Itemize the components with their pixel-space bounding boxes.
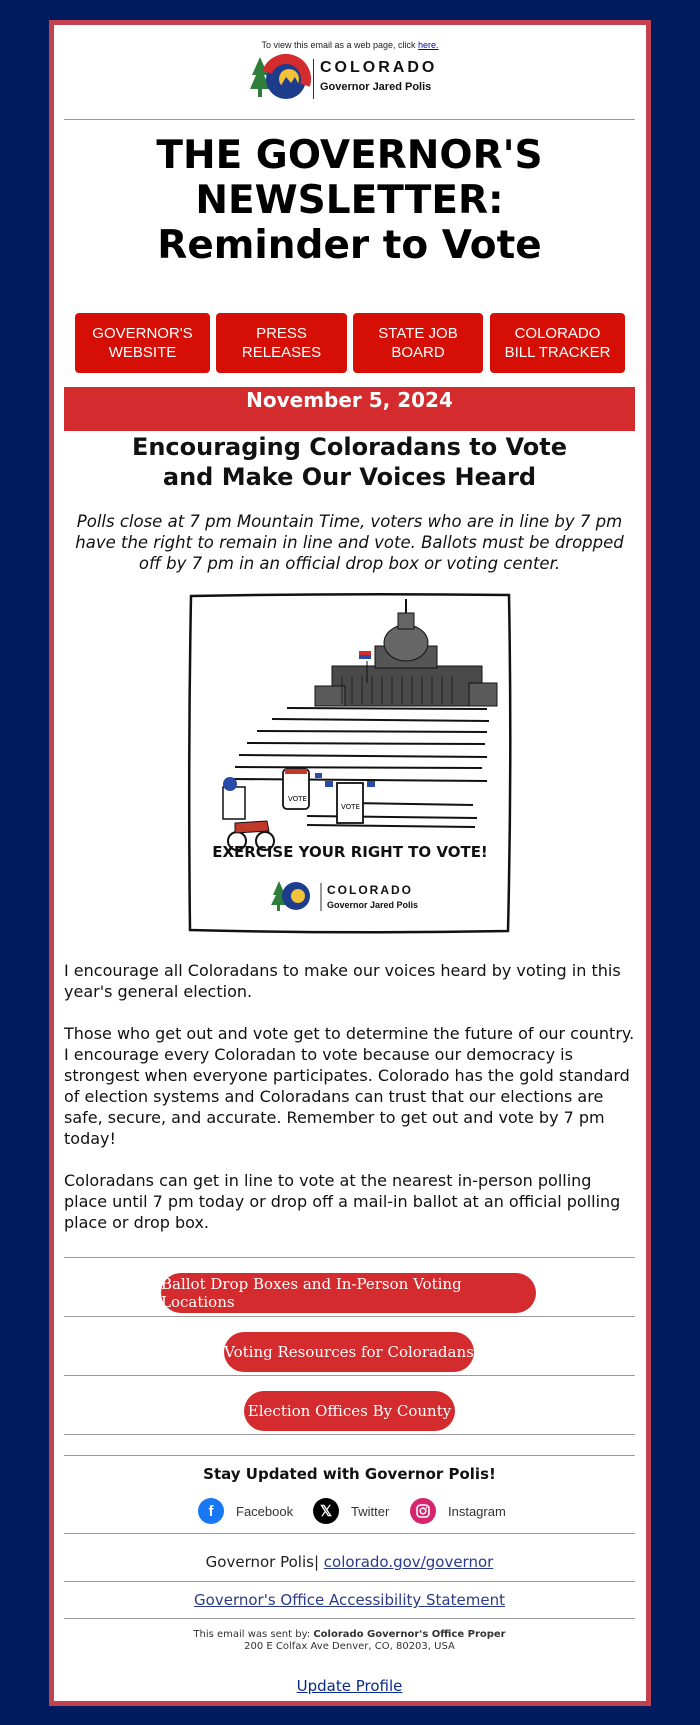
twitter-label: Twitter	[351, 1503, 390, 1519]
sent-by-line	[64, 1629, 635, 1641]
ballot-label-2: VOTE	[341, 803, 360, 811]
facebook-label: Facebook	[236, 1503, 294, 1519]
email-card	[54, 25, 646, 1701]
divider	[64, 1618, 635, 1619]
view-web-text: To view this email as a web page, click	[261, 40, 416, 50]
twitter-link[interactable]	[313, 1497, 389, 1525]
nav-press-releases-button[interactable]	[216, 313, 347, 373]
headline-line-1: Encouraging Coloradans to Vote	[131, 433, 568, 461]
sender-address: 200 E Colfax Ave Denver, CO, 80203, USA	[244, 1641, 455, 1652]
logo-divider	[313, 59, 314, 99]
body-paragraph-1: I encourage all Coloradans to make our voices heard by voting in this year's general election.	[64, 961, 621, 1001]
illustration-logo-subtitle: Governor Jared Polis	[327, 900, 419, 910]
nav-label-line-1: GOVERNOR'S	[92, 325, 193, 342]
title-line-3: Reminder to Vote	[157, 223, 542, 268]
divider	[64, 1581, 635, 1582]
governor-site-link[interactable]: colorado.gov/governor	[323, 1553, 494, 1571]
date-text: November 5, 2024	[246, 388, 453, 412]
date-banner	[64, 387, 635, 431]
ballot-label-1: VOTE	[288, 795, 307, 803]
divider	[64, 1316, 635, 1317]
nav-bill-tracker-button[interactable]	[490, 313, 625, 373]
capitol-voters-illustration	[187, 591, 513, 935]
facebook-icon: f	[198, 1498, 224, 1524]
stay-updated-heading: Stay Updated with Governor Polis!	[203, 1465, 496, 1483]
ballot-drop-boxes-button[interactable]	[161, 1273, 536, 1313]
newsletter-title	[64, 133, 635, 268]
nav-label-line-2: RELEASES	[241, 344, 322, 361]
voting-resources-button[interactable]	[224, 1332, 474, 1372]
body-paragraph-2: Those who get out and vote get to determine the future of our country. I encourage every Coloradan to vote because our democracy is strongest when everyone participates. Colorado has the gold standard of election systems and Coloradans can trust that our elections are safe, secure, and accurate. Remember to get out and vote by 7 pm today!	[64, 1024, 635, 1148]
view-web-line	[54, 40, 646, 50]
nav-governors-website-button[interactable]	[75, 313, 210, 373]
instagram-label: Instagram	[448, 1503, 506, 1519]
nav-label-line-2: BILL TRACKER	[504, 344, 611, 361]
divider	[64, 1375, 635, 1376]
nav-state-job-board-button[interactable]	[353, 313, 483, 373]
logo-wordmark: COLORADO	[320, 59, 438, 76]
nav-label-line-1: COLORADO	[514, 325, 601, 342]
divider	[64, 1533, 635, 1534]
divider	[64, 1257, 635, 1258]
divider	[64, 119, 635, 120]
sent-by-prefix: This email was sent by:	[193, 1629, 311, 1640]
footer-site-line	[64, 1553, 635, 1571]
colorado-c-logo-icon	[250, 53, 312, 105]
divider	[64, 1455, 635, 1456]
illustration-logo-wordmark: COLORADO	[327, 883, 413, 897]
title-line-2: NEWSLETTER:	[195, 178, 504, 223]
election-offices-button[interactable]	[244, 1391, 455, 1431]
title-line-1: THE GOVERNOR'S	[156, 133, 543, 178]
colorado-logo[interactable]	[250, 53, 450, 105]
footer-name: Governor Polis|	[205, 1553, 319, 1571]
update-profile-line	[64, 1677, 635, 1695]
view-web-link[interactable]: here.	[418, 40, 439, 50]
divider	[64, 1434, 635, 1435]
nav-label-line-1: PRESS	[256, 325, 307, 342]
election-offices-label: Election Offices By County	[247, 1402, 452, 1420]
instagram-link[interactable]	[410, 1497, 506, 1525]
voting-resources-label: Voting Resources for Coloradans	[224, 1343, 474, 1361]
headline-line-2: and Make Our Voices Heard	[162, 463, 537, 491]
logo-subtitle: Governor Jared Polis	[320, 81, 432, 93]
nav-label-line-1: STATE JOB	[378, 325, 458, 342]
ballot-drop-boxes-label: Ballot Drop Boxes and In-Person Voting Locations	[161, 1275, 462, 1311]
article-headline	[64, 432, 635, 492]
body-paragraph-3: Coloradans can get in line to vote at the nearest in-person polling place until 7 pm today or drop off a mail-in ballot at an official polling place or drop box.	[64, 1171, 621, 1232]
vote-illustration	[187, 591, 513, 935]
facebook-link[interactable]	[198, 1497, 293, 1525]
illustration-caption: EXERCISE YOUR RIGHT TO VOTE!	[212, 843, 488, 861]
accessibility-statement-link[interactable]: Governor's Office Accessibility Statement	[194, 1591, 505, 1609]
footer-accessibility-line	[64, 1591, 635, 1609]
nav-label-line-2: BOARD	[391, 344, 445, 361]
twitter-x-icon: 𝕏	[313, 1498, 339, 1524]
nav-label-line-2: WEBSITE	[108, 344, 177, 361]
sender-name: Colorado Governor's Office Proper	[313, 1629, 506, 1640]
instagram-icon	[410, 1498, 436, 1524]
polls-close-notice: Polls close at 7 pm Mountain Time, voters who are in line by 7 pm have the right to remain in line and vote. Ballots must be dropped off by 7 pm in an official drop box or voting center.	[75, 512, 624, 573]
update-profile-link[interactable]: Update Profile	[296, 1677, 403, 1695]
email-frame	[49, 20, 651, 1706]
